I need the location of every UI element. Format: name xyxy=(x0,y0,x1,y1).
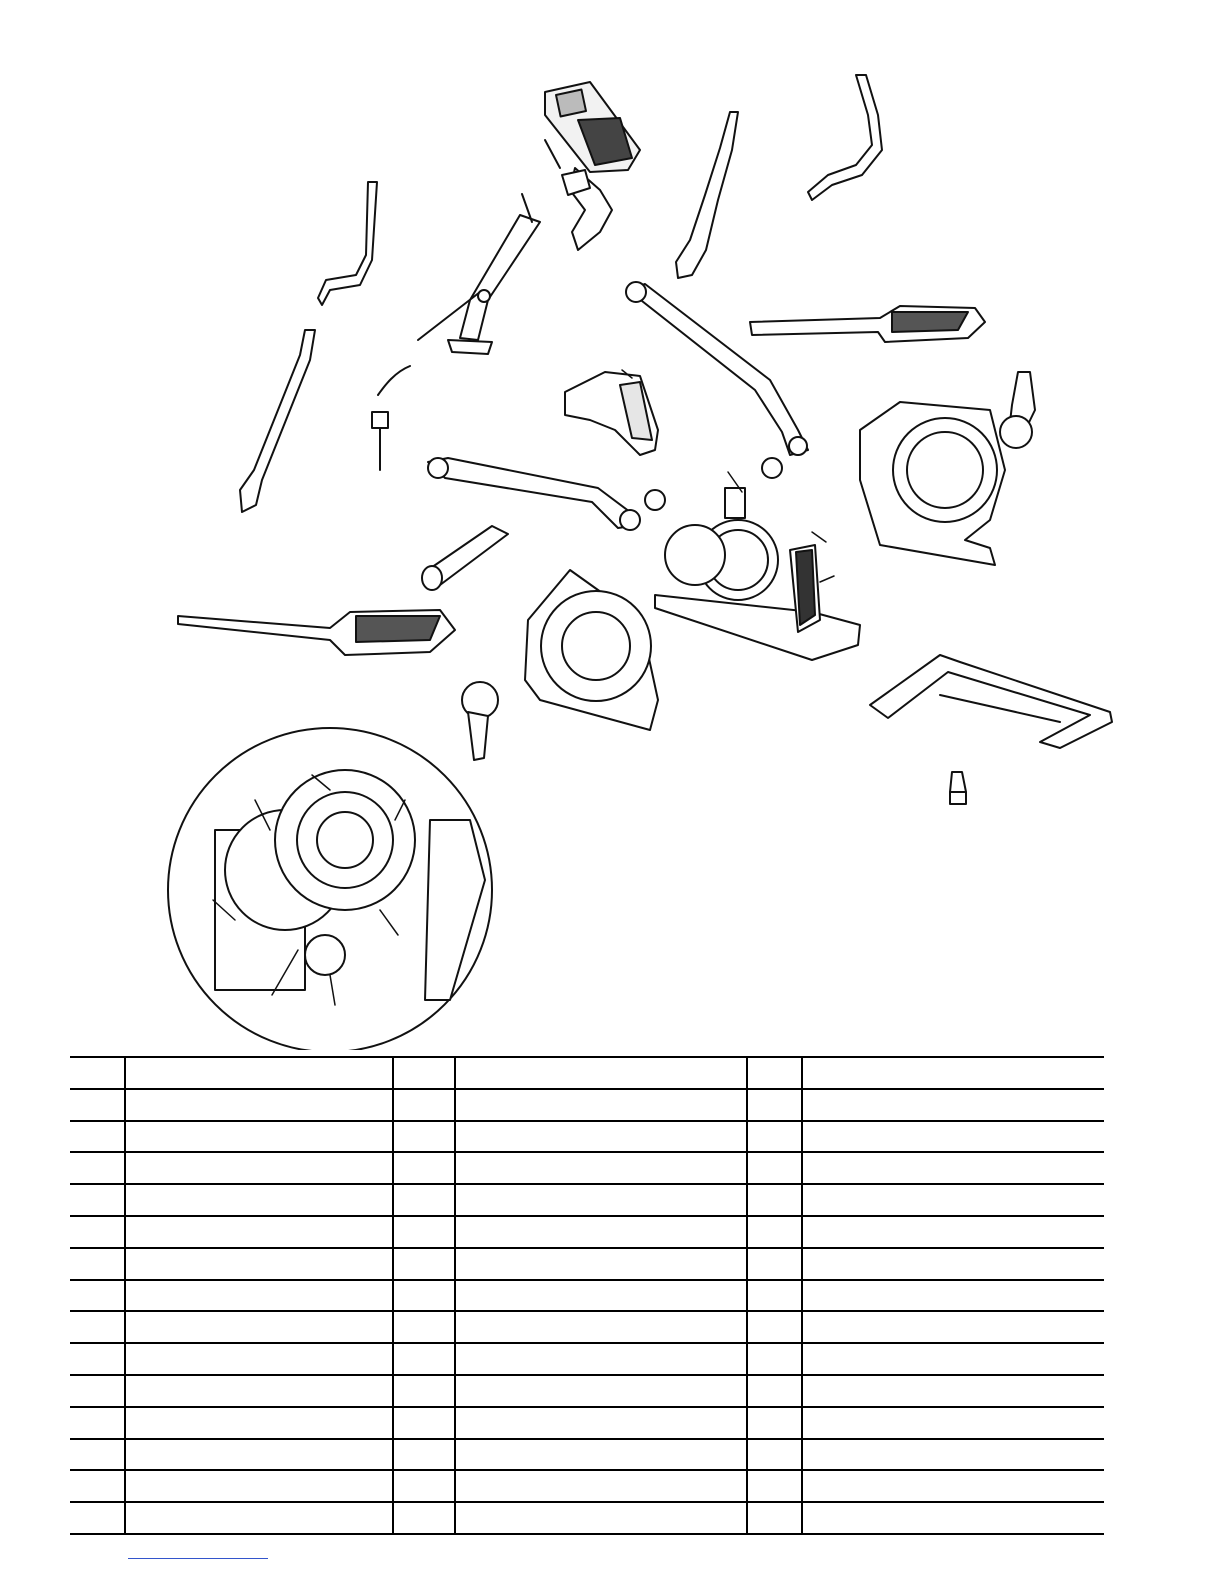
left-lower-arm-part xyxy=(240,330,315,512)
part-description-cell xyxy=(802,1502,1104,1534)
part-number-cell xyxy=(747,1311,802,1343)
part-number-cell xyxy=(70,1248,125,1280)
console-part xyxy=(545,82,640,250)
table-row xyxy=(70,1407,1104,1439)
part-number-cell xyxy=(393,1121,455,1153)
part-description-cell xyxy=(802,1439,1104,1471)
part-description-cell xyxy=(802,1089,1104,1121)
part-number-cell xyxy=(747,1375,802,1407)
sensor-cable-part xyxy=(372,366,410,470)
part-description-cell xyxy=(802,1280,1104,1312)
part-number-cell xyxy=(747,1439,802,1471)
part-description-cell xyxy=(802,1248,1104,1280)
part-number-cell xyxy=(70,1057,125,1089)
table-row xyxy=(70,1375,1104,1407)
part-number-cell xyxy=(70,1184,125,1216)
part-number-cell xyxy=(70,1470,125,1502)
part-number-cell xyxy=(747,1407,802,1439)
part-description-cell xyxy=(455,1152,747,1184)
part-description-cell xyxy=(802,1375,1104,1407)
part-description-cell xyxy=(455,1216,747,1248)
part-description-cell xyxy=(802,1184,1104,1216)
part-number-cell xyxy=(747,1280,802,1312)
part-description-cell xyxy=(125,1311,393,1343)
part-number-cell xyxy=(747,1248,802,1280)
part-description-cell xyxy=(455,1470,747,1502)
part-number-cell xyxy=(70,1343,125,1375)
part-number-cell xyxy=(747,1470,802,1502)
part-description-cell xyxy=(455,1121,747,1153)
table-row xyxy=(70,1311,1104,1343)
part-description-cell xyxy=(455,1280,747,1312)
part-number-cell xyxy=(747,1216,802,1248)
part-description-cell xyxy=(125,1343,393,1375)
left-link-arm-part xyxy=(428,458,665,530)
part-description-cell xyxy=(802,1470,1104,1502)
table-row xyxy=(70,1216,1104,1248)
right-upper-arm-part xyxy=(676,112,738,278)
part-number-cell xyxy=(70,1311,125,1343)
base-stabilizer-part xyxy=(870,655,1112,748)
left-upper-handlebar-part xyxy=(318,182,377,305)
part-number-cell xyxy=(393,1502,455,1534)
part-description-cell xyxy=(455,1184,747,1216)
part-description-cell xyxy=(125,1152,393,1184)
part-description-cell xyxy=(802,1057,1104,1089)
part-description-cell xyxy=(802,1311,1104,1343)
table-row xyxy=(70,1470,1104,1502)
part-number-cell xyxy=(747,1502,802,1534)
axle-part xyxy=(422,526,508,590)
part-description-cell xyxy=(802,1407,1104,1439)
part-description-cell xyxy=(455,1502,747,1534)
part-description-cell xyxy=(802,1343,1104,1375)
right-upper-handlebar-part xyxy=(808,75,882,200)
part-description-cell xyxy=(455,1343,747,1375)
part-description-cell xyxy=(455,1248,747,1280)
part-number-cell xyxy=(393,1439,455,1471)
part-number-cell xyxy=(747,1121,802,1153)
part-description-cell xyxy=(125,1248,393,1280)
part-number-cell xyxy=(393,1216,455,1248)
part-number-cell xyxy=(393,1311,455,1343)
part-description-cell xyxy=(455,1375,747,1407)
part-number-cell xyxy=(70,1280,125,1312)
part-description-cell xyxy=(455,1089,747,1121)
parts-list-table xyxy=(70,1056,1104,1535)
left-pedal-arm-part xyxy=(178,610,455,655)
part-number-cell xyxy=(393,1089,455,1121)
part-description-cell xyxy=(125,1216,393,1248)
part-number-cell xyxy=(70,1121,125,1153)
left-crank-part xyxy=(462,682,498,760)
part-number-cell xyxy=(393,1248,455,1280)
part-number-cell xyxy=(393,1280,455,1312)
part-description-cell xyxy=(455,1439,747,1471)
part-number-cell xyxy=(70,1152,125,1184)
part-number-cell xyxy=(393,1057,455,1089)
right-pedal-arm-part xyxy=(750,306,985,342)
part-description-cell xyxy=(802,1121,1104,1153)
part-number-cell xyxy=(70,1216,125,1248)
upright-mast-part xyxy=(418,194,540,354)
part-description-cell xyxy=(125,1057,393,1089)
table-row xyxy=(70,1280,1104,1312)
part-description-cell xyxy=(125,1375,393,1407)
part-description-cell xyxy=(802,1216,1104,1248)
part-description-cell xyxy=(125,1280,393,1312)
part-description-cell xyxy=(125,1184,393,1216)
table-row xyxy=(70,1248,1104,1280)
part-number-cell xyxy=(70,1375,125,1407)
part-description-cell xyxy=(125,1470,393,1502)
part-number-cell xyxy=(747,1184,802,1216)
part-description-cell xyxy=(802,1152,1104,1184)
table-row xyxy=(70,1152,1104,1184)
part-description-cell xyxy=(125,1439,393,1471)
part-number-cell xyxy=(70,1502,125,1534)
part-description-cell xyxy=(125,1121,393,1153)
part-description-cell xyxy=(455,1311,747,1343)
lubricant-bottle-part xyxy=(950,772,966,804)
table-header-row xyxy=(70,1057,1104,1089)
part-number-cell xyxy=(393,1184,455,1216)
table-row xyxy=(70,1439,1104,1471)
part-number-cell xyxy=(747,1057,802,1089)
part-number-cell xyxy=(393,1152,455,1184)
part-number-cell xyxy=(393,1343,455,1375)
drive-detail-inset xyxy=(168,728,492,1050)
right-shroud-part xyxy=(860,402,1005,565)
footer-link-underline[interactable] xyxy=(128,1558,268,1559)
part-number-cell xyxy=(70,1089,125,1121)
part-number-cell xyxy=(70,1407,125,1439)
part-description-cell xyxy=(125,1502,393,1534)
part-number-cell xyxy=(393,1470,455,1502)
table-row xyxy=(70,1343,1104,1375)
table-row xyxy=(70,1089,1104,1121)
part-description-cell xyxy=(455,1407,747,1439)
part-number-cell xyxy=(393,1407,455,1439)
part-number-cell xyxy=(70,1439,125,1471)
part-number-cell xyxy=(747,1152,802,1184)
part-number-cell xyxy=(393,1375,455,1407)
shroud-cover-part xyxy=(565,372,658,455)
table-row xyxy=(70,1184,1104,1216)
right-crank-part xyxy=(1000,372,1035,448)
part-number-cell xyxy=(747,1089,802,1121)
part-description-cell xyxy=(455,1057,747,1089)
part-number-cell xyxy=(747,1343,802,1375)
left-shroud-part xyxy=(525,570,658,730)
table-row xyxy=(70,1121,1104,1153)
part-description-cell xyxy=(125,1407,393,1439)
frame-flywheel-assembly-part xyxy=(655,488,860,660)
part-description-cell xyxy=(125,1089,393,1121)
table-row xyxy=(70,1502,1104,1534)
